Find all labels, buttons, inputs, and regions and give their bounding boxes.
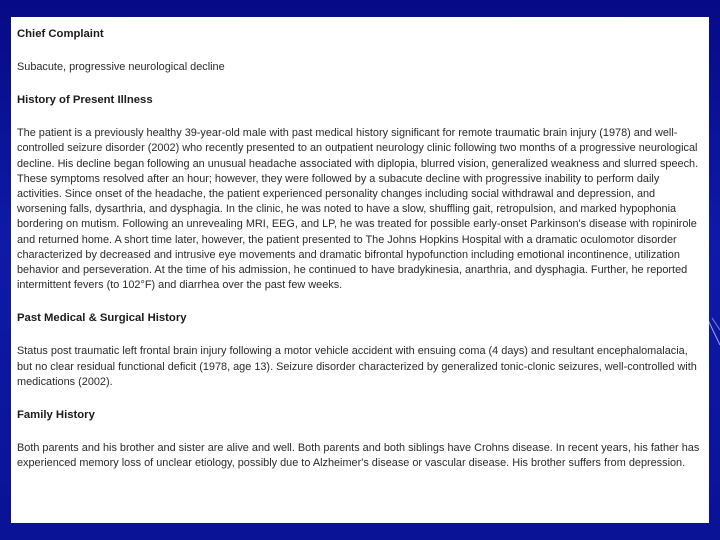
section-text-past-medical-history: Status post traumatic left frontal brain injury following a motor vehicle accident with ensuing coma (4 days) and resultant encephalomalacia, but no clear residual functional deficit (1978, age 13). Seizure disorder characterized by generalized tonic-clonic seizures, well-controlled with medications (2002). [17, 345, 697, 388]
section-text-family-history: Both parents and his brother and sister are alive and well. Both parents and both siblings have Crohns disease. In recent years, his father has experienced memory loss of unclear etiology, possibly due to Alzheimer's disease or vascular disease. His brother suffers from depression. [17, 442, 700, 470]
section-heading-family-history: Family History [17, 409, 95, 422]
section-text-history-present-illness: The patient is a previously healthy 39-year-old male with past medical history significant for remote traumatic brain injury (1978) and well-controlled seizure disorder (2002) who recently presented to an outpatient neurology clinic following two months of a progressive neurological decline. His decline began following an unusual headache associated with diplopia, blurred vision, generalized weakness and slurred speech. These symptoms resolved after an hour; however, they were followed by a subacute decline with progressive inability to perform daily activities. Since onset of the headache, the patient experienced personality changes including social withdrawal and depression, and worsening falls, dysarthria, and dysphagia. In the clinic, he was noted to have a slow, shuffling gait, retropulsion, and marked hypophonia bordering on mutism. Following an unrevealing MRI, EEG, and LP, he was treated for possible early-onset Parkinson's disease with ropinirole and returned home. A short time later, however, the patient presented to The Johns Hopkins Hospital with a dramatic oculomotor disorder characterized by decreased and intrusive eye movements and dramatic bifrontal hypofunction including emotional incontinence, utilization behavior and perseveration. At the time of his admission, he continued to have bradykinesia, anarthria, and dysphagia. Further, he reported intermittent fevers (to 102°F) and diarrhea over the past few weeks. [17, 127, 699, 292]
section-heading-past-medical-history: Past Medical & Surgical History [17, 312, 187, 325]
document-panel [11, 17, 709, 523]
section-heading-history-present-illness: History of Present Illness [17, 94, 153, 107]
section-heading-chief-complaint: Chief Complaint [17, 28, 104, 40]
section-text-chief-complaint: Subacute, progressive neurological decline [17, 61, 225, 73]
